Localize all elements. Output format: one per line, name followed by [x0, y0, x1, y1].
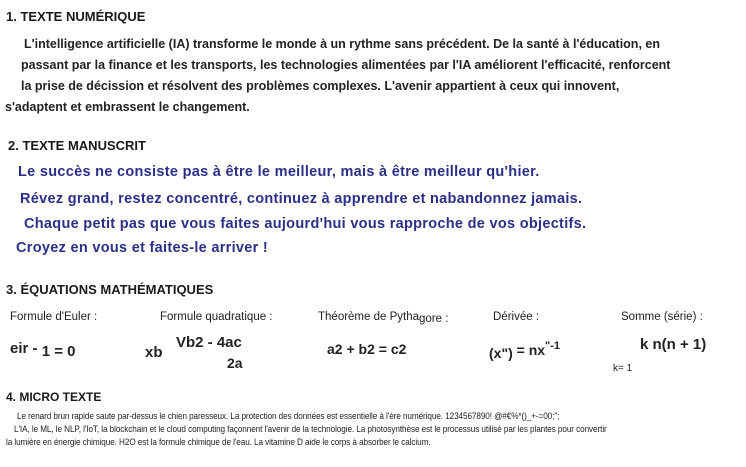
quadratic-equation-denominator: 2a — [227, 355, 243, 371]
derivee-equation: (x") = $nx^{"-1}$ — [489, 340, 561, 361]
euler-label: Formule d'Euler : — [10, 311, 98, 323]
section-1-heading: 1. TEXTE NUMÉRIQUE — [6, 9, 146, 24]
paragraph-line-1: L'intelligence artificielle (IA) transforme le monde à un rythme sans précédent. De la santé à l'éducation, en — [24, 37, 660, 51]
somme-label: Somme (série) : — [621, 311, 703, 323]
section-3-heading: 3. ÉQUATIONS MATHÉMATIQUES — [6, 282, 214, 297]
somme-equation: k n(n + 1) — [640, 336, 707, 353]
paragraph-line-4: s'adaptent et embrassent le changement. — [5, 100, 250, 114]
quadratic-label: Formule quadratique : — [160, 311, 273, 323]
handwritten-line-2: Révez grand, restez concentré, continuez à apprendre et nabandonnez jamais. — [20, 191, 583, 207]
micro-line-1: Le renard brun rapide saute par-dessus le chien paresseux. La protection des données est essentielle à l'ère numérique. 1234567890! @#€%*()_+-=00;"; — [17, 411, 560, 422]
pythagore-label: Théorème de Pythagore : — [318, 311, 449, 325]
micro-line-2: L'IA, le ML, le NLP, l'IoT, la blockchain et le cloud computing façonnent l'avenir de la technologie. La photosynthèse est le processus utilisé par les plantes pour convertir — [14, 424, 607, 435]
micro-line-3: la lumière en énergie chimique. H2O est la formule chimique de l'eau. La vitamine D aide le corps à absorber le calcium. — [6, 437, 431, 448]
handwritten-line-1: Le succès ne consiste pas à être le meilleur, mais à être meilleur qu'hier. — [18, 164, 540, 180]
section-4-heading: 4. MICRO TEXTE — [6, 390, 102, 404]
quadratic-equation-numerator: Vb2 - 4ac — [176, 334, 242, 351]
pythagore-equation: a2 + b2 = c2 — [327, 341, 407, 357]
paragraph-line-2: passant par la finance et les transports, les technologies alimentées par l'IA améliorent l'efficacité, renforcent — [21, 58, 671, 72]
paragraph-line-3: la prise de décission et résolvent des problèmes complexes. L'avenir appartient à ceux qui innovent, — [21, 79, 620, 93]
euler-equation: eir - 1 = 0 — [10, 340, 76, 360]
handwritten-line-3: Chaque petit pas que vous faites aujourd'hui vous rapproche de vos objectifs. — [24, 216, 587, 232]
quadratic-equation-prefix: xb — [145, 344, 163, 361]
handwritten-line-4: Croyez en vous et faites-le arriver ! — [16, 240, 269, 256]
somme-subscript: k= 1 — [613, 363, 633, 374]
derivee-label: Dérivée : — [493, 311, 540, 323]
section-2-heading: 2. TEXTE MANUSCRIT — [8, 138, 146, 153]
